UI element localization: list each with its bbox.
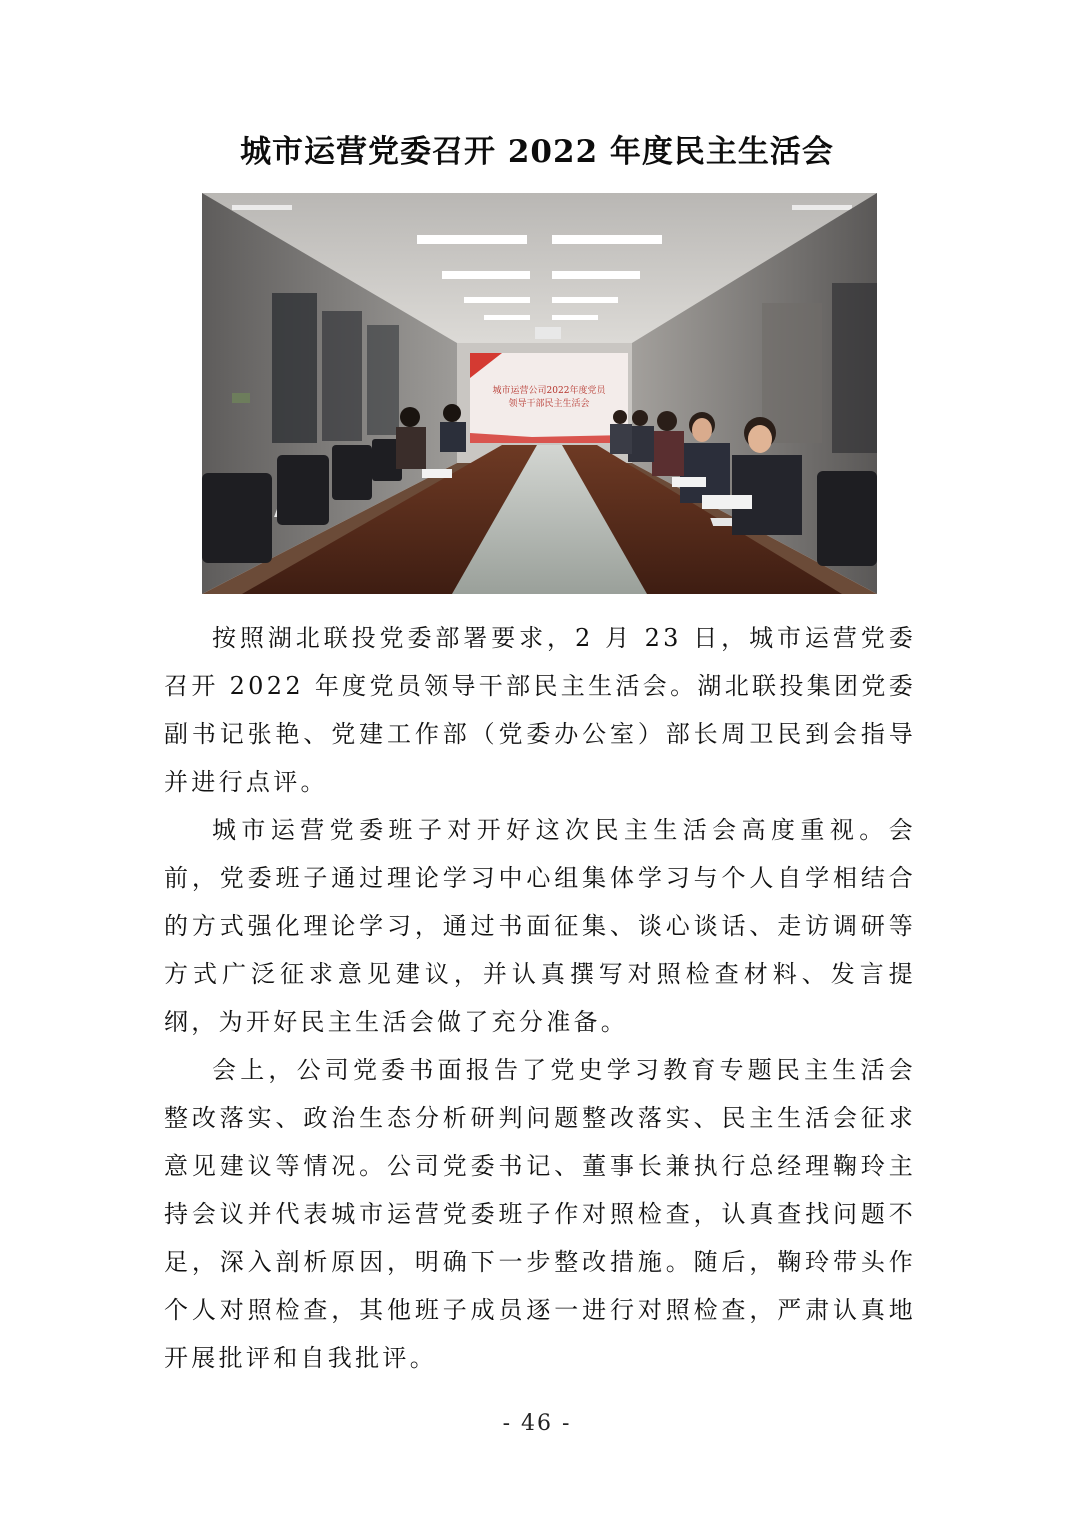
paragraph-2: 城市运营党委班子对开好这次民主生活会高度重视。会前，党委班子通过理论学习中心组集体学习与个人自学相结合的方式强化理论学习，通过书面征集、谈心谈话、走访调研等方式广泛征求意见建议，并认真撰写对照检查材料、发言提纲，为开好民主生活会做了充分准备。 — [164, 816, 916, 1036]
projector — [535, 327, 561, 339]
right-chairs — [817, 471, 877, 566]
screen-text-line-2: 领导干部民主生活会 — [508, 399, 590, 409]
screen-text-line-1: 城市运营公司2022年度党员 — [492, 386, 606, 396]
projection-screen — [470, 353, 628, 443]
paragraph-1: 按照湖北联投党委部署要求，2 月 23 日，城市运营党委召开 2022 年度党员领导干部民主生活会。湖北联投集团党委副书记张艳、党建工作部（党委办公室）部长周卫民到会指导并进行点评。 — [164, 624, 916, 796]
meeting-photo — [202, 193, 877, 594]
article-title: 城市运营党委召开 2022 年度民主生活会 — [240, 134, 834, 170]
page-number: - 46 - — [502, 1411, 572, 1436]
article-body — [164, 614, 916, 1382]
paragraph-3: 会上，公司党委书面报告了党史学习教育专题民主生活会整改落实、政治生态分析研判问题整改落实、民主生活会征求意见建议等情况。公司党委书记、董事长兼执行总经理鞠玲主持会议并代表城市运营党委班子作对照检查，认真查找问题不足，深入剖析原因，明确下一步整改措施。随后，鞠玲带头作个人对照检查，其他班子成员逐一进行对照检查，严肃认真地开展批评和自我批评。 — [164, 1056, 916, 1372]
